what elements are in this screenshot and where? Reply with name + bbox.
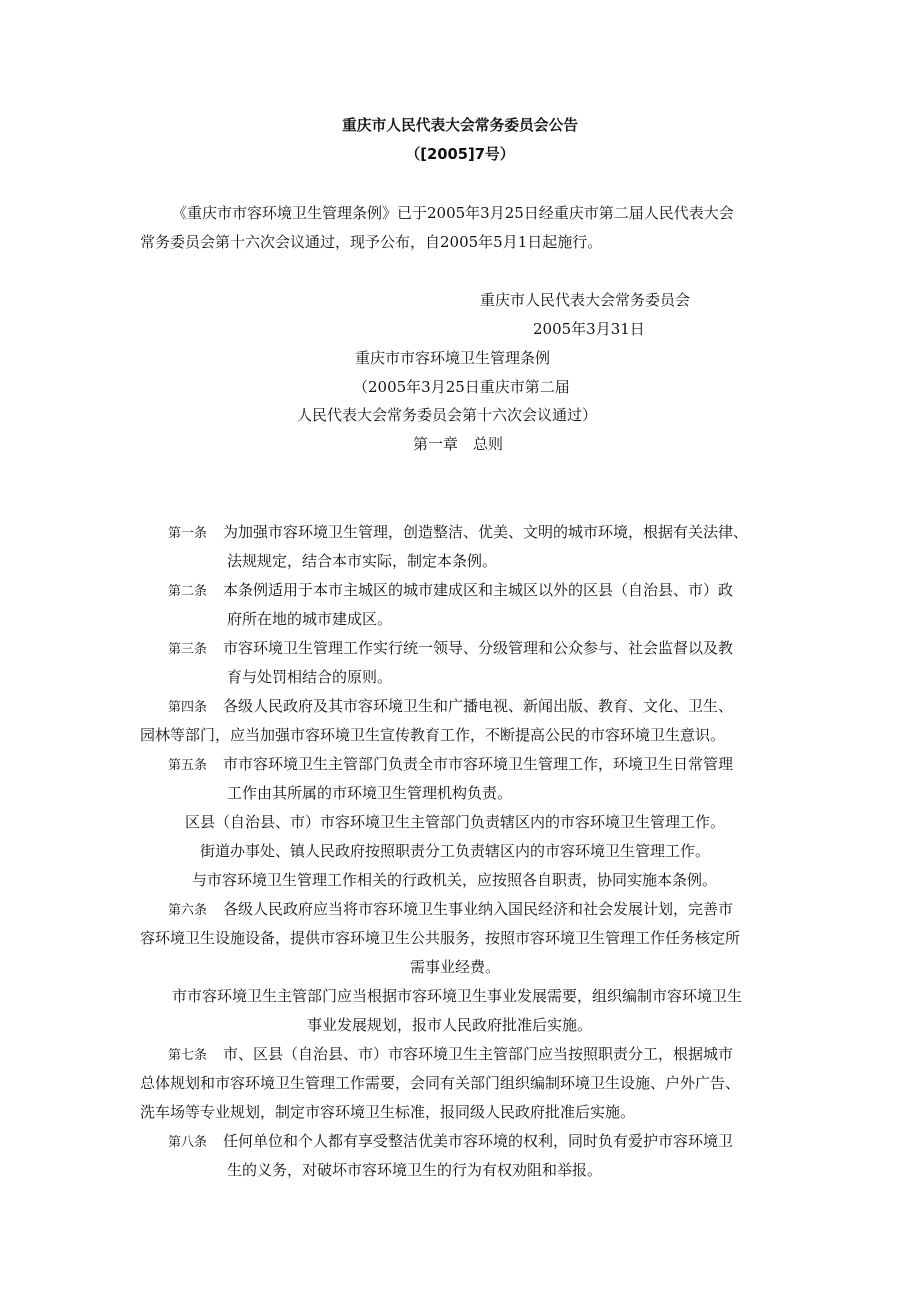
- article-2-text: 本条例适用于本市主城区的城市建成区和主城区以外的区县（自治县、市）政: [223, 581, 734, 599]
- article-4-label: 第四条: [168, 700, 208, 715]
- article-7-line-2: 总体规划和市容环境卫生管理工作需要，会同有关部门组织编制环境卫生设施、户外广告、: [140, 1074, 741, 1092]
- article-6-text: 各级人民政府应当将市容环境卫生事业纳入国民经济和社会发展计划，完善市: [223, 900, 734, 918]
- article-8-label: 第八条: [168, 1135, 208, 1150]
- article-6-paragraph-2-line-1: 市市容环境卫生主管部门应当根据市容环境卫生事业发展需要，组织编制市容环境卫生: [172, 987, 743, 1005]
- article-3-line-2: 育与处罚相结合的原则。: [227, 668, 393, 686]
- article-4-line-1: [168, 696, 733, 718]
- article-4-text: 各级人民政府及其市容环境卫生和广播电视、新闻出版、教育、文化、卫生、: [223, 697, 734, 715]
- article-1-line-2: 法规规定，结合本市实际，制定本条例。: [227, 552, 498, 570]
- article-6-line-2: 容环境卫生设施设备，提供市容环境卫生公共服务，按照市容环境卫生管理工作任务核定所: [140, 929, 741, 947]
- article-6-paragraph-2-line-2: 事业发展规划，报市人民政府批准后实施。: [307, 1016, 593, 1034]
- article-5-paragraph-2: 区县（自治县、市）市容环境卫生主管部门负责辖区内的市容环境卫生管理工作。: [185, 813, 726, 831]
- article-7-line-1: [168, 1044, 733, 1066]
- article-5-line-2: 工作由其所属的市环境卫生管理机构负责。: [227, 784, 513, 802]
- article-4-line-2: 园林等部门，应当加强市容环境卫生宣传教育工作，不断提高公民的市容环境卫生意识。: [140, 726, 726, 744]
- announcement-title: 重庆市人民代表大会常务委员会公告: [342, 117, 578, 134]
- article-5-text: 市市容环境卫生主管部门负责全市市容环境卫生管理工作，环境卫生日常管理: [223, 755, 734, 773]
- article-6-line-3: 需事业经费。: [410, 958, 501, 976]
- announcement-number: （[2005]7号）: [405, 146, 515, 163]
- article-5-paragraph-4: 与市容环境卫生管理工作相关的行政机关，应按照各自职责，协同实施本条例。: [192, 871, 718, 889]
- article-2-line-2: 府所在地的城市建成区。: [227, 610, 393, 628]
- article-2-label: 第二条: [168, 584, 208, 599]
- article-1-label: 第一条: [168, 526, 208, 541]
- article-3-line-1: [168, 638, 733, 660]
- article-6-line-1: [168, 899, 733, 921]
- regulation-passed-line-1: （2005年3月25日重庆市第二届: [353, 378, 570, 396]
- article-2-line-1: [168, 580, 733, 602]
- article-3-label: 第三条: [168, 642, 208, 657]
- announcement-text-line-1: 《重庆市市容环境卫生管理条例》已于2005年3月25日经重庆市第二届人民代表大会: [172, 204, 734, 222]
- chapter-heading: 第一章 总则: [413, 435, 504, 453]
- regulation-title: 重庆市市容环境卫生管理条例: [355, 349, 551, 367]
- article-7-line-3: 洗车场等专业规划，制定市容环境卫生标准，报同级人民政府批准后实施。: [140, 1103, 636, 1121]
- announcement-issuer: 重庆市人民代表大会常务委员会: [480, 291, 691, 309]
- announcement-date: 2005年3月31日: [533, 320, 645, 338]
- article-8-text: 任何单位和个人都有享受整洁优美市容环境的权利，同时负有爱护市容环境卫: [223, 1132, 734, 1150]
- article-7-text: 市、区县（自治县、市）市容环境卫生主管部门应当按照职责分工，根据城市: [223, 1045, 734, 1063]
- regulation-passed-line-2: 人民代表大会常务委员会第十六次会议通过）: [297, 406, 598, 424]
- article-5-line-1: [168, 754, 733, 776]
- article-1-text: 为加强市容环境卫生管理，创造整洁、优美、文明的城市环境，根据有关法律、: [223, 523, 749, 541]
- article-6-label: 第六条: [168, 903, 208, 918]
- article-5-paragraph-3: 街道办事处、镇人民政府按照职责分工负责辖区内的市容环境卫生管理工作。: [200, 842, 711, 860]
- article-8-line-1: [168, 1131, 733, 1153]
- article-1-line-1: [168, 522, 748, 544]
- article-3-text: 市容环境卫生管理工作实行统一领导、分级管理和公众参与、社会监督以及教: [223, 639, 734, 657]
- announcement-text-line-2: 常务委员会第十六次会议通过，现予公布，自2005年5月1日起施行。: [140, 233, 603, 251]
- article-5-label: 第五条: [168, 758, 208, 773]
- article-8-line-2: 生的义务，对破坏市容环境卫生的行为有权劝阻和举报。: [227, 1161, 603, 1179]
- article-7-label: 第七条: [168, 1048, 208, 1063]
